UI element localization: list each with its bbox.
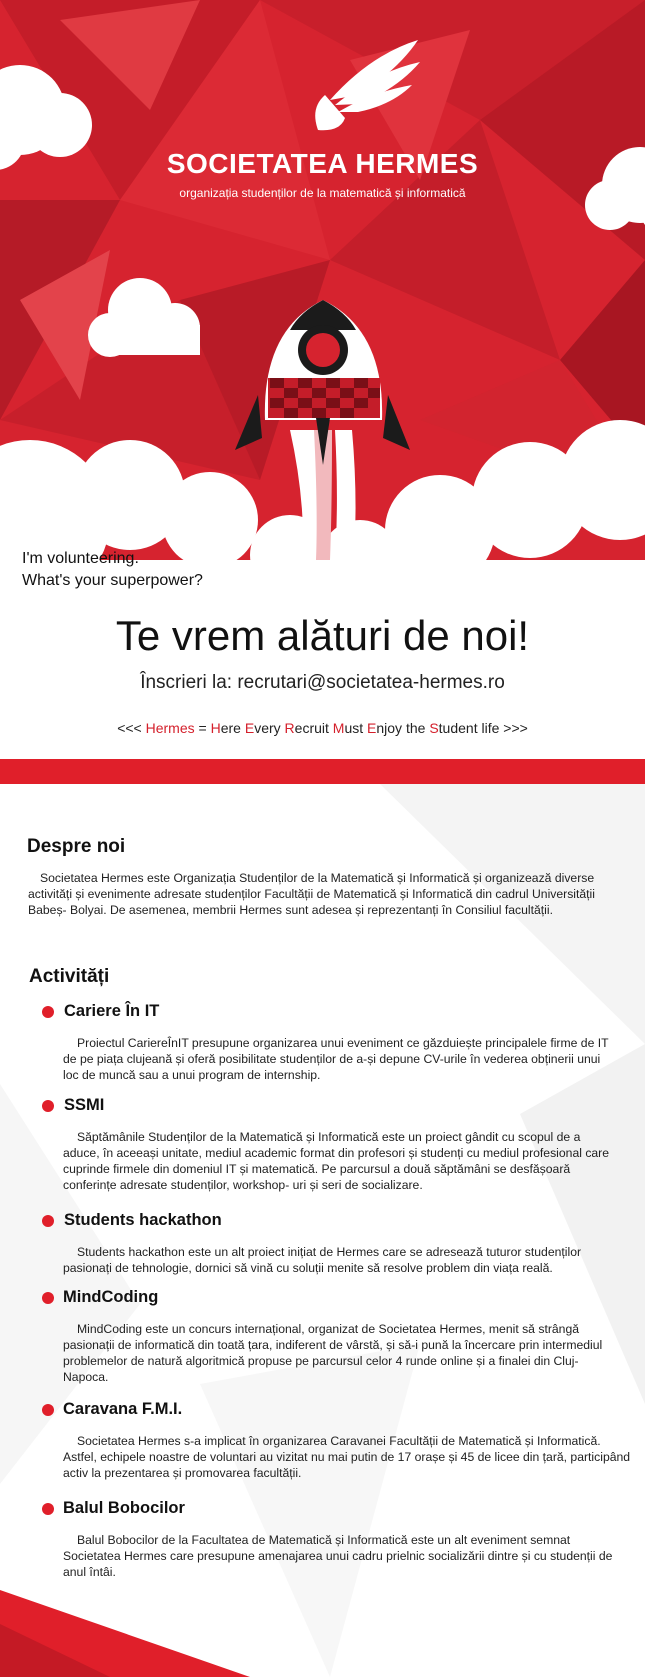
acronym-letter: M <box>332 720 345 736</box>
activity-title: Students hackathon <box>64 1211 222 1229</box>
acronym-letter: E <box>244 720 255 736</box>
about-heading: Despre noi <box>27 836 126 857</box>
acronym-letter: E <box>367 720 377 736</box>
bullet-icon <box>42 1503 54 1515</box>
page-headline: Te vrem alături de noi! <box>115 612 530 659</box>
acronym-letter: H <box>210 720 221 736</box>
bullet-icon <box>42 1100 54 1112</box>
activity-text: Proiectul CariereÎnIT presupune organizarea unui eveniment ce găzduiește principalele firme de IT de pe piața clujeană și oferă posibilitate studenților de a-și depune CV-urile în vederea obținerii unui loc de muncă sau a unui program de internship. <box>63 1036 609 1082</box>
activity-title: Balul Bobocilor <box>63 1499 185 1517</box>
acronym-letter: R <box>284 720 295 736</box>
acronym-word: ust <box>344 720 368 736</box>
tagline <box>22 548 203 592</box>
bullet-icon <box>42 1404 54 1416</box>
acronym-word: tudent life <box>438 720 500 736</box>
activity-text: Societatea Hermes s-a implicat în organizarea Caravanei Facultății de Matematică și Informatică. Astfel, echipele noastre de voluntari au vizitat nu mai putin de 17 orașe și 45 de licee din țară, participând activ la prezentarea și promovarea facultății. <box>63 1434 631 1480</box>
acronym-hermes: Hermes <box>145 720 195 736</box>
acronym-close: >>> <box>499 720 528 736</box>
hero-banner <box>0 0 645 760</box>
activity-title: Caravana F.M.I. <box>63 1400 183 1418</box>
activity-text: Săptămânile Studenților de la Matematică și Informatică este un proiect gândit cu scopul de a aduce, în aceeași unitate, mediul academic format din profesori și studenți cu mediul profesional care cuprinde firmele din domeniul IT și matematică. Pe parcursul a două săptămâni se desfășoară conferințe adresate studenților, workshop- uri și seri de socializare. <box>63 1130 610 1192</box>
bullet-icon <box>42 1215 54 1227</box>
tagline-line-1: I'm volunteering. <box>22 550 139 567</box>
activity-text: MindCoding este un concurs internațional, organizat de Societatea Hermes, menit să strângă pasionații de informatică din toată țara, indiferent de vârstă, și să-i pună la încercare prin intermediul problemelor de natură algoritmică propuse pe parcursul celor 4 runde online și a finalei din Cluj-Napoca. <box>63 1322 603 1384</box>
red-divider-band <box>0 759 645 784</box>
acronym-eq: = <box>194 720 211 736</box>
bullet-icon <box>42 1006 54 1018</box>
contact-line: Înscrieri la: recrutari@societatea-hermes.ro <box>140 672 505 693</box>
tagline-line-2: What's your superpower? <box>22 572 203 589</box>
activities-heading: Activități <box>29 966 110 987</box>
acronym-letter: S <box>429 720 439 736</box>
activity-title: SSMI <box>64 1096 105 1114</box>
logo-subtitle: organizația studenților de la matematică și informatică <box>179 186 466 200</box>
logo-title: SOCIETATEA HERMES <box>166 148 479 179</box>
about-text: Societatea Hermes este Organizația Studenților de la Matematică și Informatică și organizează diverse activități și evenimente adresate studenților Facultății de Matematică și Informatică din cadrul Universității Babeș- Bolyai. De asemenea, membrii Hermes sunt adesea și reprezentanți în Consiliul facultății. <box>28 871 595 917</box>
activity-title: Cariere În IT <box>64 1002 160 1020</box>
content-section <box>0 784 645 1677</box>
acronym-open: <<< <box>117 720 146 736</box>
acronym-word: ecruit <box>294 720 333 736</box>
bullet-icon <box>42 1292 54 1304</box>
acronym-word: ere <box>220 720 245 736</box>
acronym-word: njoy the <box>376 720 430 736</box>
activity-text: Students hackathon este un alt proiect inițiat de Hermes care se adresează tuturor studenților pasionați de tehnologie, dornici să vină cu soluții menite să resolve problem din viața reală. <box>63 1245 582 1275</box>
activity-text: Balul Bobocilor de la Facultatea de Matematică și Informatică este un alt eveniment semnat Societatea Hermes care presupune amenajarea unui cadru prielnic socializării dintre și cu studenții de anul întâi. <box>63 1533 613 1579</box>
acronym-word: very <box>254 720 285 736</box>
activity-title: MindCoding <box>63 1288 159 1306</box>
hermes-acronym <box>0 720 645 736</box>
